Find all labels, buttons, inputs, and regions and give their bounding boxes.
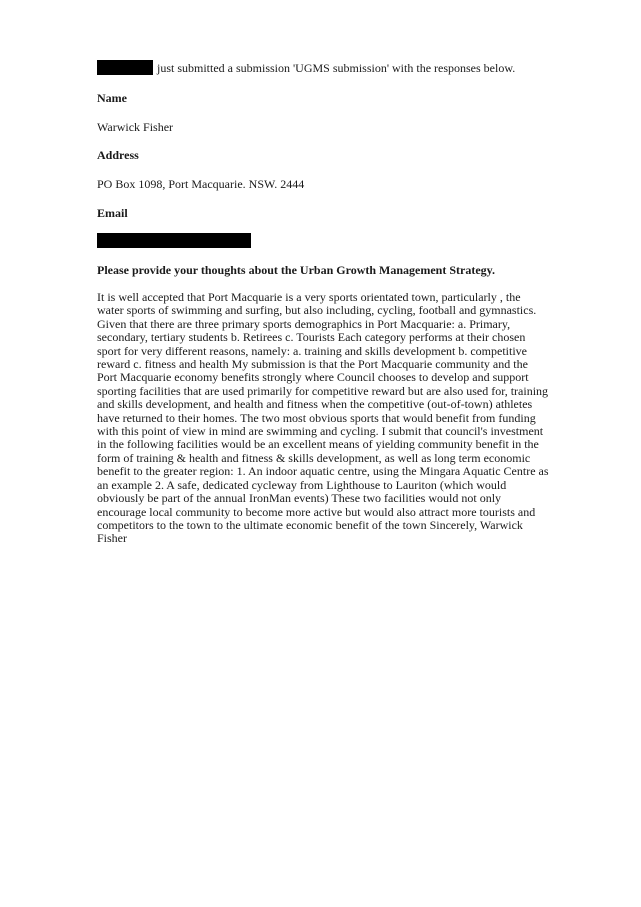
- question-heading: Please provide your thoughts about the Urban Growth Management Strategy.: [97, 263, 496, 277]
- email-label: Email: [97, 206, 128, 220]
- redacted-submitter-name: [97, 60, 153, 75]
- name-value: Warwick Fisher: [97, 120, 174, 134]
- name-label: Name: [97, 91, 127, 105]
- answer-body: It is well accepted that Port Macquarie is a very sports orientated town, particularly , the water sports of swimming and surfing, but also including, cycling, football and gymnastics. Given that there are three primary sports demographics in Port Macquarie: a. Primary, secondary, tertiary students b. Retirees c. Tourists Each category performs at their chosen sport for very different reasons, namely: a. training and skills development b. competitive reward c. fitness and health My submission is that the Port Macquarie community and the Port Macquarie economy benefits strongly where Council chooses to develop and support sporting facilities that are used primarily for competitive reward but are also used for, training and skills development, and health and fitness when the competitive (out-of-town) athletes have returned to their homes. The two most obvious sports that would benefit from funding with this point of view in mind are swimming and cycling. I submit that council's investment in the following facilities would be an excellent means of yielding community benefit in the form of training & health and fitness & skills development, as well as long term economic benefit to the greater region: 1. An indoor aquatic centre, using the Mingara Aquatic Centre as an example 2. A safe, dedicated cycleway from Lighthouse to Lauriton (which would obviously be part of the annual IronMan events) These two facilities would not only encourage local community to become more active but would also attract more tourists and competitors to the town to the ultimate economic benefit of the town Sincerely, Warwick Fisher: [97, 290, 549, 546]
- redacted-email: [97, 233, 251, 248]
- intro-text: just submitted a submission 'UGMS submission' with the responses below.: [157, 61, 516, 75]
- address-label: Address: [97, 148, 139, 162]
- address-value: PO Box 1098, Port Macquarie. NSW. 2444: [97, 177, 305, 191]
- submission-intro: [97, 60, 567, 76]
